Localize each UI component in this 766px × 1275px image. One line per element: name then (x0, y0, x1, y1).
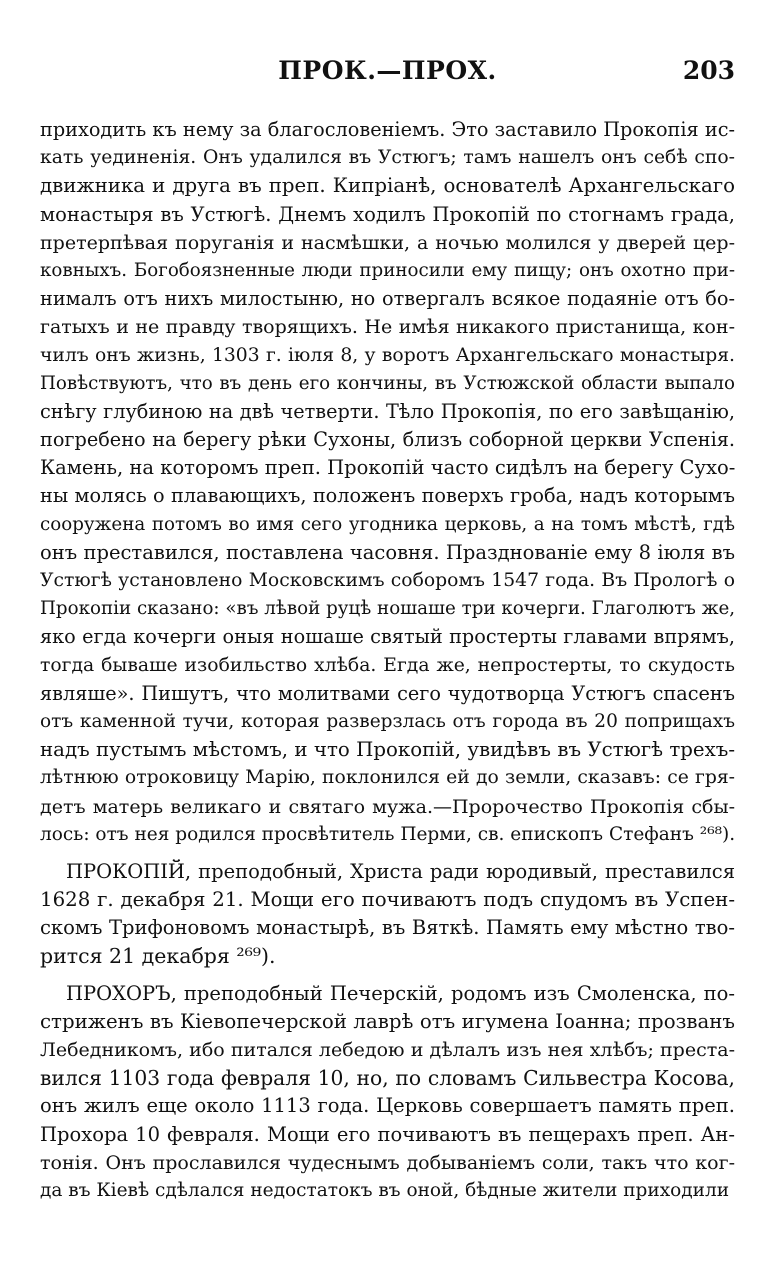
text-line: надъ пустымъ мѣстомъ, и что Прокопій, увидѣвъ въ Устюгѣ трехъ- (40, 738, 735, 762)
text-line: являше». Пишутъ, что молитвами сего чудотворца Устюгъ спасенъ (40, 681, 735, 705)
text-line: рится 21 декабря ²⁶⁹). (40, 944, 276, 969)
text-line: Прохора 10 февраля. Мощи его почиваютъ въ пещерахъ преп. Ан- (40, 1122, 735, 1146)
text-line: кать уединенія. Онъ удалился въ Устюгъ; тамъ нашелъ онъ себѣ спо- (40, 147, 735, 169)
text-line: монастыря въ Устюгѣ. Днемъ ходилъ Прокопій по стогнамъ града, (40, 202, 735, 226)
paragraph-gap (40, 971, 735, 980)
text-line: Устюгѣ установлено Московскимъ соборомъ 1547 года. Въ Прологѣ о (40, 570, 735, 591)
text-line: детъ матерь великаго и святаго мужа.—Пророчество Прокопія сбы- (40, 795, 735, 818)
text-line: ПРОКОПІЙ, преподобный, Христа ради юродивый, преставился (66, 859, 735, 883)
text-line: претерпѣвая поруганія и насмѣшки, а ночью молился у дверей цер- (40, 231, 735, 254)
text-line: вился 1103 года февраля 10, но, по словамъ Сильвестра Косова, (40, 1066, 735, 1091)
body-text (40, 116, 735, 1205)
text-line: онъ преставился, поставлена часовня. Празднованіе ему 8 іюля въ (40, 540, 735, 564)
paragraph-prokhor-lebednik (40, 980, 735, 1206)
text-line: стриженъ въ Кіевопечерской лаврѣ отъ игумена Іоанна; прозванъ (40, 1009, 735, 1033)
text-line: отъ каменной тучи, которая разверзлась отъ города въ 20 поприщахъ (40, 710, 735, 732)
text-line: яко егда кочерги оныя ношаше святый простерты главами впрямъ, (40, 625, 735, 649)
paragraph-gap (40, 849, 735, 858)
text-line: ны молясь о плавающихъ, положенъ поверхъ гроба, надъ которымъ (40, 484, 735, 508)
text-line: Камень, на которомъ преп. Прокопій часто сидѣлъ на берегу Сухо- (40, 456, 736, 480)
text-line: Лебедникомъ, ибо питался лебедою и дѣлалъ изъ нея хлѣбъ; преста- (40, 1039, 735, 1061)
text-line: приходить къ нему за благословеніемъ. Это заставило Прокопія ис- (40, 118, 735, 141)
text-line: лѣтнюю отроковицу Марію, поклонился ей до земли, сказавъ: се гря- (40, 767, 735, 789)
running-title: ПРОК.—ПРОХ. (278, 56, 497, 85)
paragraph-prokopiy-vyatsky (40, 858, 735, 971)
text-line: чилъ онъ жизнь, 1303 г. іюля 8, у воротъ Архангельскаго монастыря. (40, 344, 735, 366)
text-line: да въ Кіевѣ сдѣлался недостатокъ въ оной, бѣдные жители приходили (40, 1179, 730, 1201)
text-line: онъ жилъ еще около 1113 года. Церковь совершаетъ память преп. (40, 1094, 735, 1118)
text-line: снѣгу глубиною на двѣ четверти. Тѣло Прокопія, по его завѣщанію, (40, 399, 735, 423)
paragraph-prokopiy-ustyuzhsky-cont (40, 116, 735, 849)
running-head (40, 56, 735, 92)
text-line: ПРОХОРЪ, преподобный Печерскій, родомъ изъ Смоленска, по- (66, 981, 735, 1005)
text-line: нималъ отъ нихъ милостыню, но отвергалъ всякое подаяніе отъ бо- (40, 287, 735, 311)
text-line: лось: отъ нея родился просвѣтитель Перми, св. епископъ Стефанъ ²⁶⁸). (40, 823, 736, 845)
text-line: движника и друга въ преп. Кипріанѣ, основателѣ Архангельскаго (40, 174, 735, 198)
text-line: гатыхъ и не правду творящихъ. Не имѣя никакого пристанища, кон- (40, 316, 735, 339)
text-line: Повѣствуютъ, что въ день его кончины, въ Устюжской области выпало (40, 372, 735, 394)
text-line: погребено на берегу рѣки Сухоны, близъ соборной церкви Успенія. (40, 428, 735, 452)
text-line: скомъ Трифоновомъ монастырѣ, въ Вяткѣ. Память ему мѣстно тво- (40, 916, 735, 940)
page-number: 203 (682, 56, 735, 85)
text-line: ковныхъ. Богобоязненные люди приносили ему пищу; онъ охотно при- (40, 259, 735, 281)
text-line: Прокопіи сказано: «въ лѣвой руцѣ ношаше три кочерги. Глаголютъ же, (40, 598, 736, 620)
text-line: сооружена потомъ во имя сего угодника церковь, а на томъ мѣстѣ, гдѣ (40, 513, 735, 535)
text-line: тонія. Онъ прославился чудеснымъ добываніемъ соли, такъ что ког- (40, 1151, 735, 1174)
text-line: тогда бываше изобильство хлѣба. Егда же, непростерты, то скудость (40, 654, 735, 676)
text-line: 1628 г. декабря 21. Мощи его почиваютъ подъ спудомъ въ Успен- (40, 888, 735, 912)
